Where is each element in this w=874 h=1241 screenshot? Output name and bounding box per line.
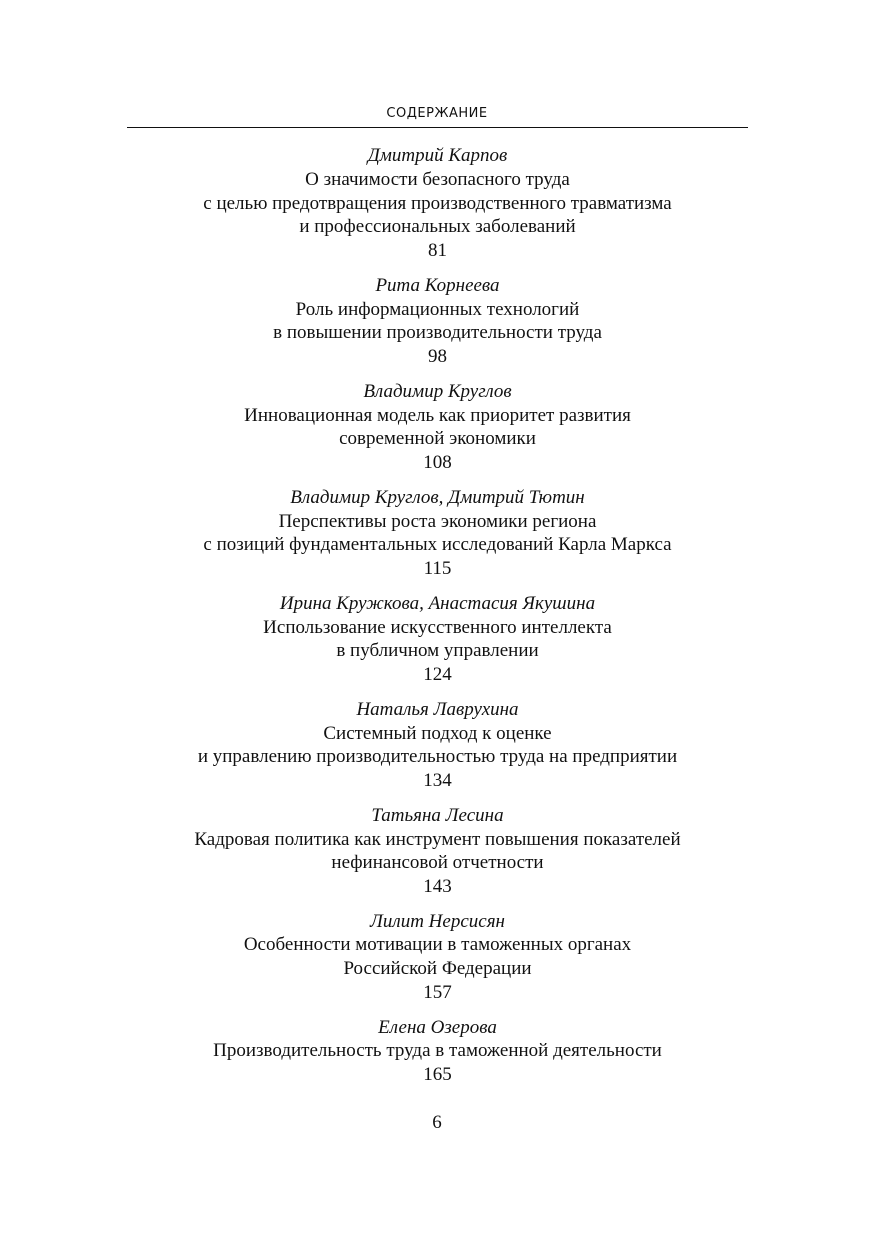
header-rule [127, 127, 748, 128]
toc-entry-title-line: и управлению производительностью труда на предприятии [197, 746, 678, 768]
toc-entry [127, 486, 748, 581]
toc-entry-page-number: 165 [423, 1064, 452, 1086]
toc-entry-author: Владимир Круглов, Дмитрий Тютин [290, 486, 585, 508]
toc-entry [127, 380, 748, 475]
toc-entry-author: Ирина Кружкова, Анастасия Якушина [279, 592, 596, 614]
toc-entry-page-number: 124 [423, 664, 452, 686]
toc-entry-title-line: в повышении производительности труда [273, 322, 602, 344]
toc-entry [127, 274, 748, 369]
toc-entry-page-number: 143 [423, 876, 452, 898]
toc-entry-title-line: Российской Федерации [343, 958, 532, 980]
toc-entry-title-line: в публичном управлении [336, 640, 539, 662]
toc-entry-author: Владимир Круглов [363, 380, 512, 402]
toc-entry [127, 1016, 748, 1087]
toc-entry-title-line: О значимости безопасного труда [305, 168, 570, 190]
toc-entry-title-line: Роль информационных технологий [295, 298, 580, 320]
toc-entry-title-line: с позиций фундаментальных исследований Карла Маркса [203, 534, 672, 556]
toc-entry-title-line: нефинансовой отчетности [331, 852, 544, 874]
toc-entry-title-line: Кадровая политика как инструмент повышения показателей [194, 828, 681, 850]
toc-entry-page-number: 134 [423, 770, 452, 792]
toc-entry-author: Татьяна Лесина [371, 804, 504, 826]
toc-entry [127, 804, 748, 899]
toc-entry-author: Наталья Лаврухина [356, 698, 519, 720]
toc-entry [127, 910, 748, 1005]
table-of-contents [127, 144, 748, 1098]
toc-entry-page-number: 157 [423, 982, 452, 1004]
toc-entry-title-line: и профессиональных заболеваний [299, 216, 576, 238]
toc-entry-page-number: 115 [423, 558, 452, 580]
toc-entry [127, 144, 748, 263]
page-number: 6 [432, 1112, 442, 1133]
toc-entry-author: Дмитрий Карпов [367, 145, 508, 166]
toc-entry-title-line: Особенности мотивации в таможенных органах [243, 934, 632, 956]
toc-entry-title-line: Перспективы роста экономики региона [278, 510, 597, 532]
toc-entry-author: Елена Озерова [378, 1016, 497, 1038]
toc-entry-author: Рита Корнеева [375, 274, 500, 296]
toc-entry-page-number: 81 [428, 240, 447, 262]
toc-entry-title-line: Инновационная модель как приоритет развития [244, 404, 631, 426]
toc-entry-title-line: Системный подход к оценке [323, 722, 552, 744]
toc-entry-title-line: с целью предотвращения производственного травматизма [203, 192, 672, 214]
toc-entry-title-line: современной экономики [339, 428, 536, 450]
toc-entry [127, 698, 748, 793]
toc-entry-title-line: Использование искусственного интеллекта [263, 616, 612, 638]
toc-entry-page-number: 98 [428, 346, 447, 368]
toc-entry-title-line: Производительность труда в таможенной деятельности [213, 1040, 662, 1062]
toc-entry-author: Лилит Нерсисян [370, 910, 505, 932]
toc-entry [127, 592, 748, 687]
running-head-title: СОДЕРЖАНИЕ [386, 106, 488, 121]
toc-entry-page-number: 108 [423, 452, 452, 474]
